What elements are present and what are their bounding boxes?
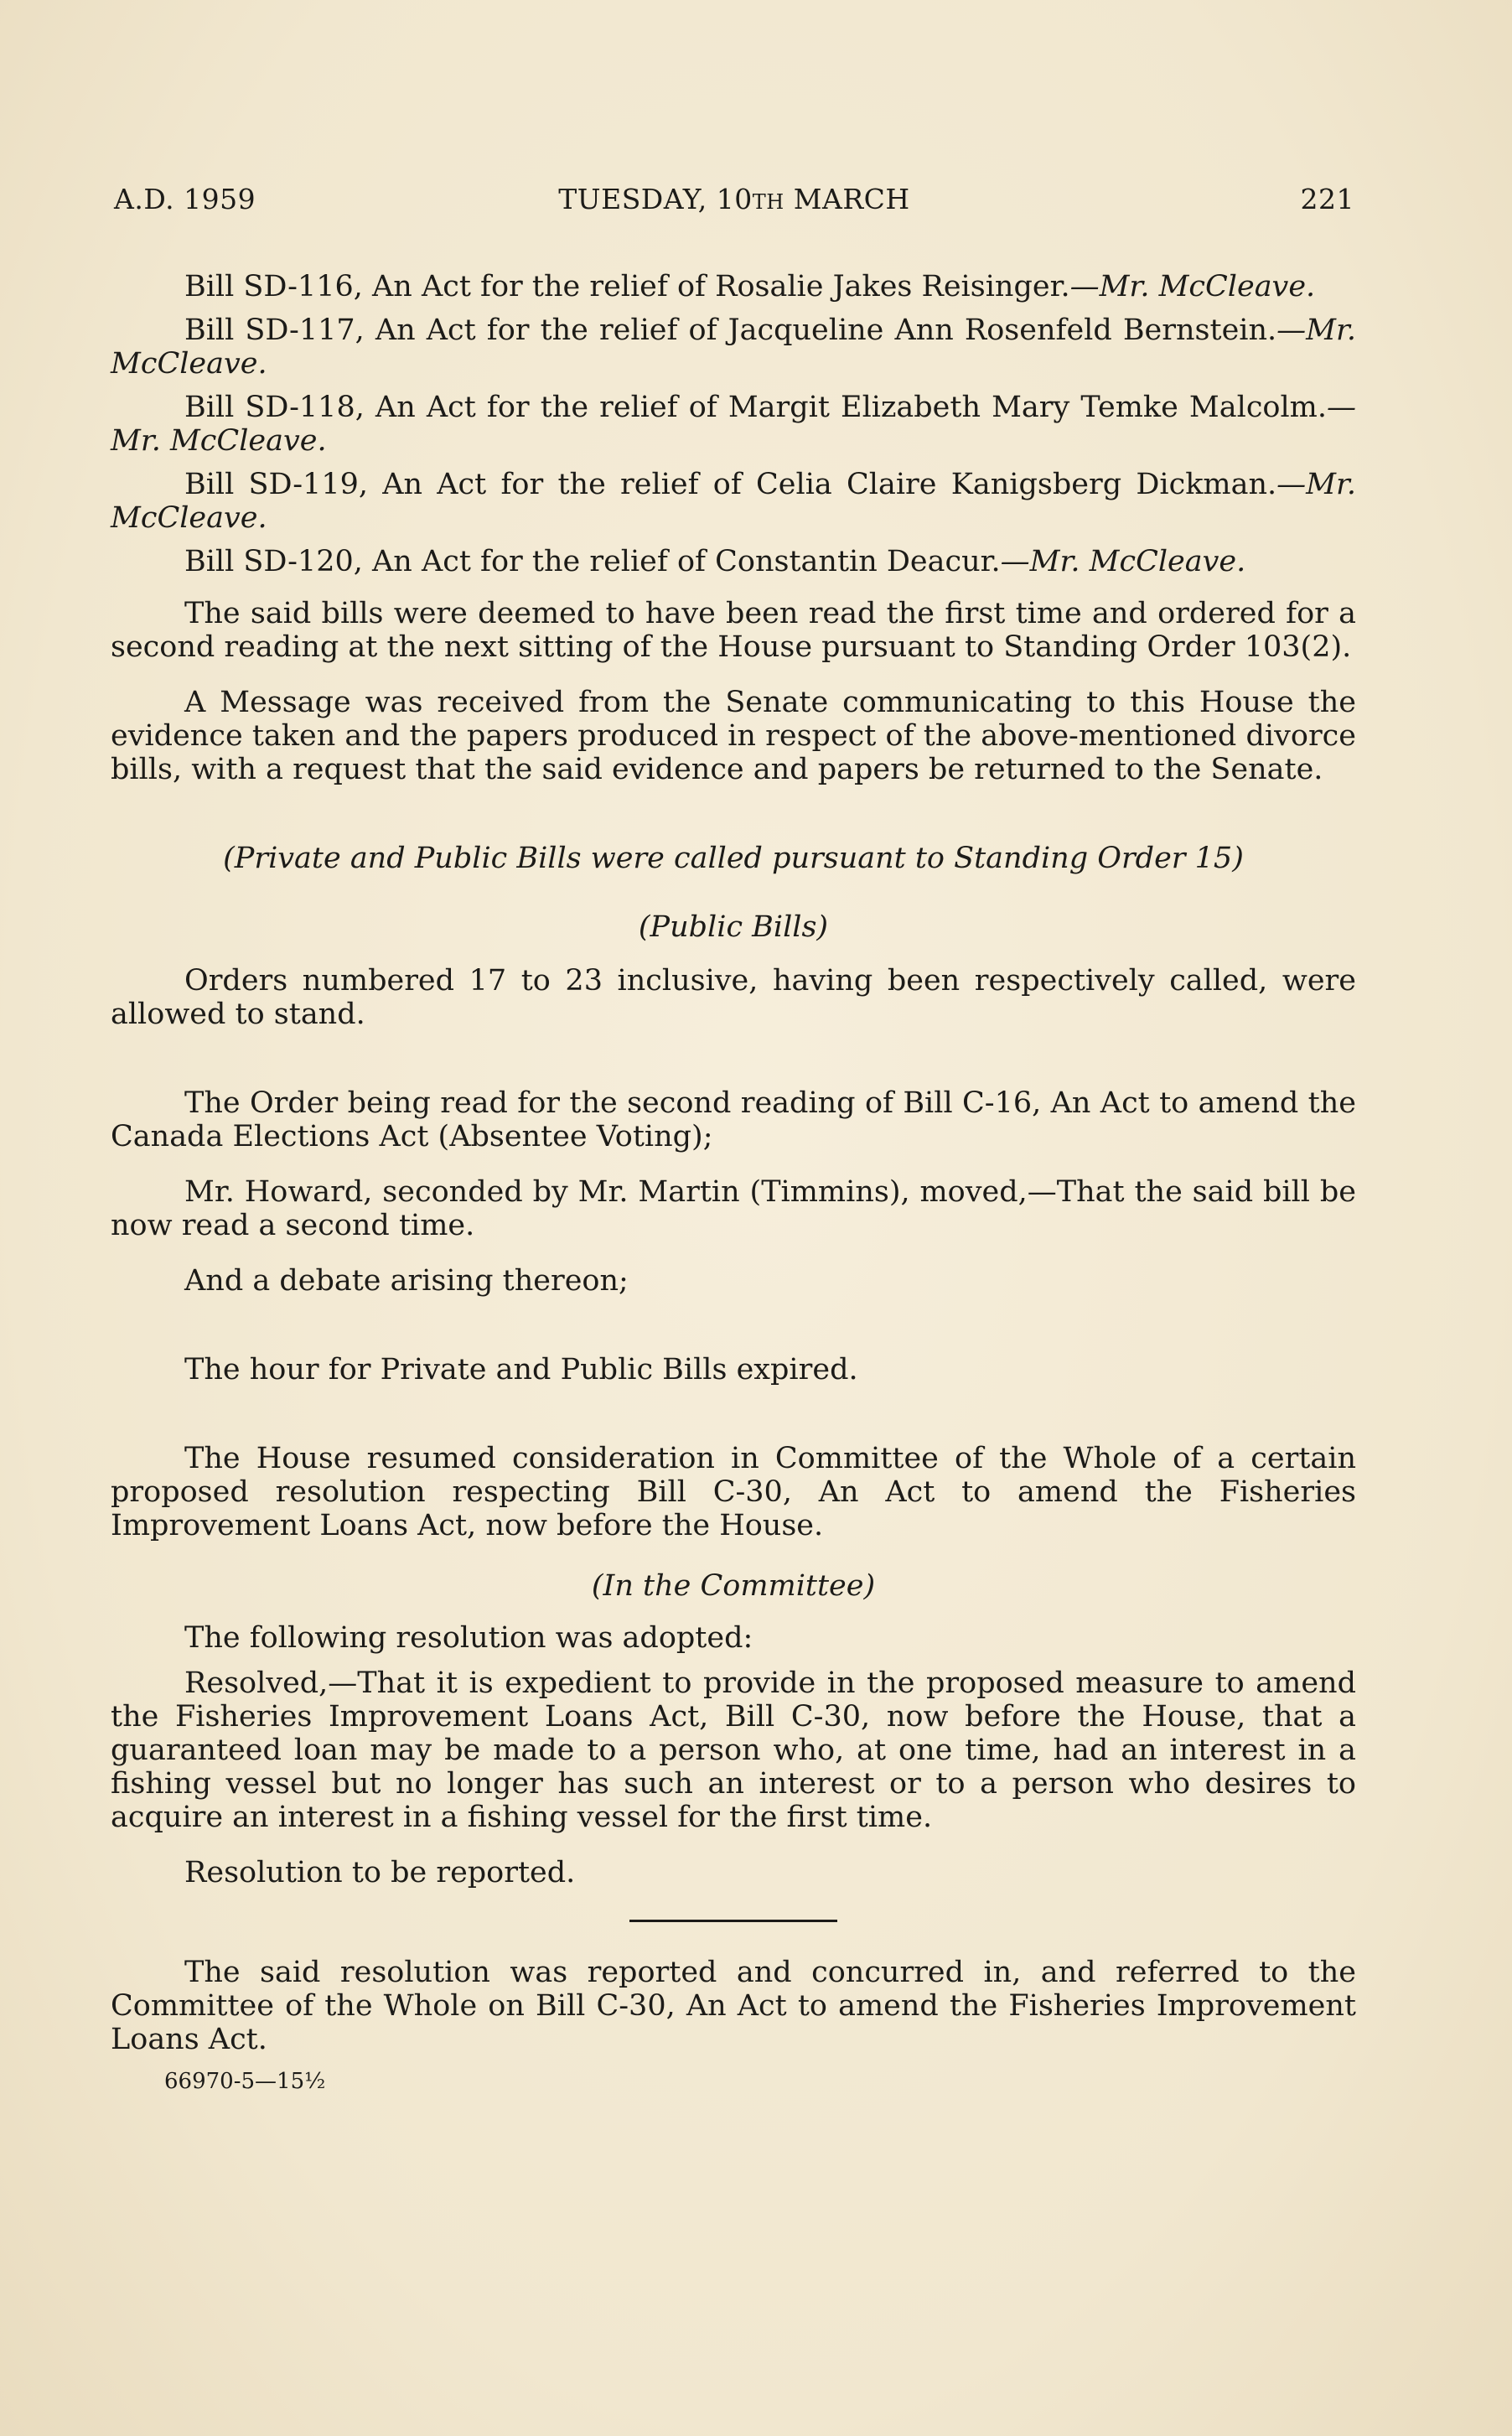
- public-bills-heading: (Public Bills): [638, 910, 829, 944]
- bill-entry: [111, 545, 1356, 578]
- house-resumed-paragraph: The House resumed consideration in Committee of the Whole of a certain proposed resolution respecting Bill C-30, An Act to amend the Fisheries Improvement Loans Act, now before the House.: [111, 1442, 1356, 1542]
- senate-message-paragraph: A Message was received from the Senate communicating to this House the evidence taken and the papers produced in respect of the above-mentioned divorce bills, with a request that the said evidence and papers be returned to the Senate.: [111, 686, 1356, 786]
- bill-entry: [111, 314, 1356, 381]
- header-page-number: 221: [1300, 183, 1354, 215]
- hour-expired-paragraph: The hour for Private and Public Bills expired.: [184, 1353, 858, 1386]
- bills-deemed-paragraph: The said bills were deemed to have been read the first time and ordered for a second reading at the next sitting of the House pursuant to Standing Order 103(2).: [111, 597, 1356, 664]
- header-date-ordinal: TH: [752, 190, 784, 214]
- orders-stand-paragraph: Orders numbered 17 to 23 inclusive, having been respectively called, were allowed to stand.: [111, 964, 1356, 1031]
- bill-text: Bill SD-117, An Act for the relief of Jacqueline Ann Rosenfeld Bernstein.: [184, 314, 1277, 347]
- motion-paragraph: Mr. Howard, seconded by Mr. Martin (Timmins), moved,—That the said bill be now read a second time.: [111, 1175, 1356, 1242]
- to-be-reported-paragraph: Resolution to be reported.: [184, 1856, 576, 1889]
- order-read-paragraph: The Order being read for the second reading of Bill C-16, An Act to amend the Canada Elections Act (Absentee Voting);: [111, 1086, 1356, 1153]
- header-date-day: TUESDAY, 10: [558, 183, 753, 215]
- bill-entry: [111, 391, 1356, 458]
- bill-mover: —Mr. McCleave.: [111, 391, 1356, 458]
- journal-body: [111, 270, 1356, 2098]
- section-divider: [629, 1920, 837, 1922]
- bill-entry: [111, 468, 1356, 535]
- bill-text: Bill SD-118, An Act for the relief of Margit Elizabeth Mary Temke Malcolm.: [184, 391, 1327, 424]
- header-date: [114, 183, 1354, 215]
- private-public-bills-heading: (Private and Public Bills were called pursuant to Standing Order 15): [223, 842, 1244, 875]
- committee-heading: (In the Committee): [591, 1569, 876, 1603]
- bill-mover: —Mr. McCleave.: [111, 468, 1356, 535]
- bill-mover: —Mr. McCleave.: [1000, 545, 1246, 578]
- resolution-adopted-paragraph: The following resolution was adopted:: [184, 1621, 753, 1655]
- bill-entry: [111, 270, 1356, 303]
- debate-paragraph: And a debate arising thereon;: [184, 1264, 629, 1298]
- running-header: [114, 183, 1354, 223]
- bill-text: Bill SD-120, An Act for the relief of Constantin Deacur.: [184, 545, 1001, 578]
- bill-mover: —Mr. McCleave.: [1069, 270, 1316, 303]
- print-code: 66970-5—15½: [164, 2069, 326, 2094]
- header-year: A.D. 1959: [114, 183, 256, 215]
- header-date-month: MARCH: [784, 183, 910, 215]
- resolved-paragraph: Resolved,—That it is expedient to provide in the proposed measure to amend the Fisheries Improvement Loans Act, Bill C-30, now before the House, that a guaranteed loan may be made to a person who, at one time, had an interest in a fishing vessel but no longer has such an interest or to a person who desires to acquire an interest in a fishing vessel for the first time.: [111, 1666, 1356, 1834]
- concurred-paragraph: The said resolution was reported and concurred in, and referred to the Committee of the Whole on Bill C-30, An Act to amend the Fisheries Improvement Loans Act.: [111, 1956, 1356, 2056]
- bill-mover: —Mr. McCleave.: [111, 314, 1356, 381]
- bill-text: Bill SD-119, An Act for the relief of Celia Claire Kanigsberg Dickman.: [184, 468, 1277, 501]
- bill-text: Bill SD-116, An Act for the relief of Rosalie Jakes Reisinger.: [184, 270, 1070, 303]
